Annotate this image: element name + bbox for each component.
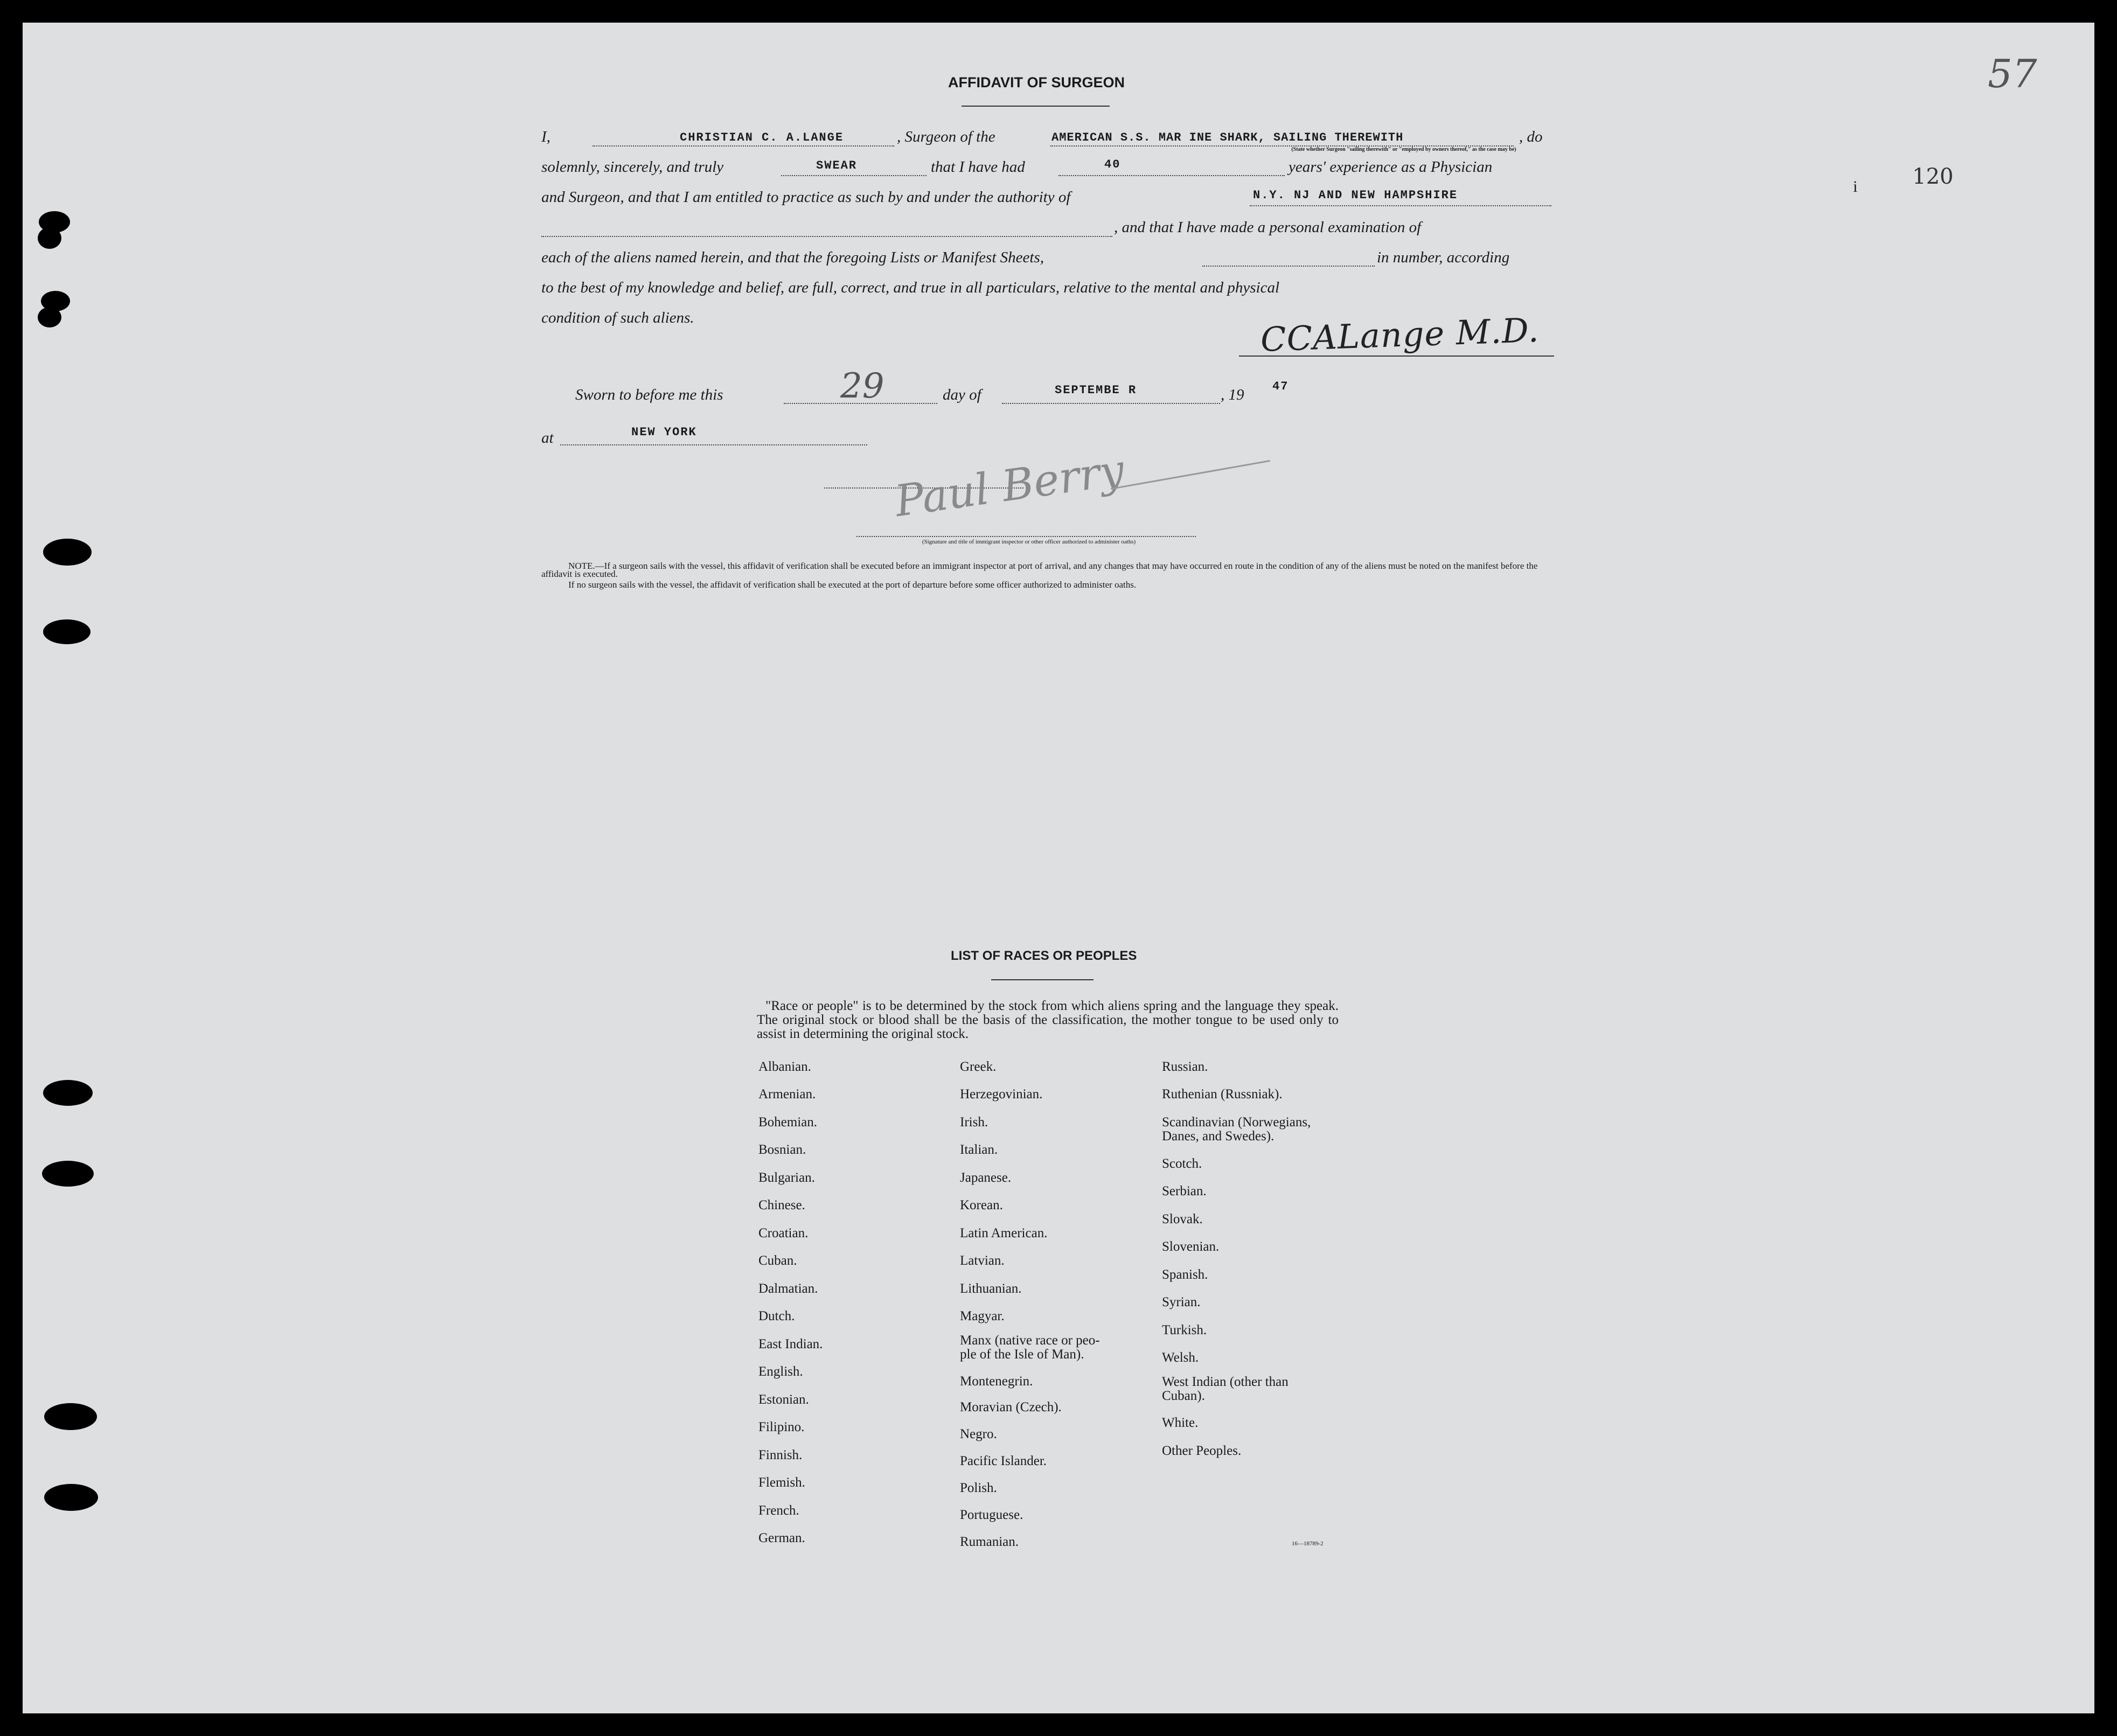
authority-line: [1250, 205, 1551, 206]
race-item: Flemish.: [758, 1475, 805, 1490]
label-surgeon-of-the: , Surgeon of the: [897, 128, 995, 145]
race-item: Greek.: [960, 1059, 997, 1074]
binder-hole: [42, 1161, 94, 1187]
race-item: Syrian.: [1162, 1295, 1201, 1309]
race-item: Scotch.: [1162, 1156, 1202, 1171]
race-item: Ruthenian (Russniak).: [1162, 1087, 1283, 1101]
race-item: Herzegovinian.: [960, 1087, 1043, 1101]
note-2: If no surgeon sails with the vessel, the affidavit of verification shall be executed at the port of departure before some officer authorized to administer oaths.: [568, 580, 1137, 590]
label-day-of: day of: [943, 386, 981, 403]
races-title-rule: [991, 979, 1094, 980]
label-in-number: in number, according: [1377, 249, 1510, 266]
sworn-day: 29: [840, 366, 885, 406]
race-item: East Indian.: [758, 1337, 823, 1351]
oath-word: SWEAR: [816, 159, 858, 172]
race-item: Scandinavian (Norwegians, Danes, and Swedes).: [1162, 1115, 1311, 1144]
race-item: Manx (native race or peo- ple of the Isle of Man).: [960, 1333, 1100, 1362]
sworn-month-line: [1002, 403, 1220, 404]
race-item: Finnish.: [758, 1448, 803, 1462]
label-at: at: [541, 429, 554, 447]
race-item: Rumanian.: [960, 1535, 1019, 1549]
officer-caption: (Signature and title of immigrant inspector or other officer authorized to administer oaths): [922, 539, 1136, 545]
binder-hole: [38, 307, 61, 327]
authority-continuation-line: [541, 236, 1112, 237]
race-item: Serbian.: [1162, 1184, 1207, 1198]
race-item: West Indian (other than Cuban).: [1162, 1375, 1289, 1403]
label-year-prefix: , 19: [1221, 386, 1244, 403]
race-item: English.: [758, 1364, 803, 1379]
race-item: Dutch.: [758, 1309, 795, 1323]
binder-hole: [38, 227, 61, 249]
race-item: Other Peoples.: [1162, 1444, 1242, 1458]
race-item: German.: [758, 1531, 805, 1545]
race-item: Welsh.: [1162, 1350, 1199, 1365]
race-item: Bosnian.: [758, 1142, 806, 1157]
label-best-of-knowledge: to the best of my knowledge and belief, are full, correct, and true in all particulars, relative to the mental and physical: [541, 279, 1280, 296]
race-item: Chinese.: [758, 1198, 805, 1212]
label-i: I,: [541, 128, 551, 145]
officer-signature: Paul Berry: [892, 444, 1127, 527]
surgeon-name-line: [593, 145, 894, 147]
race-item: Latvian.: [960, 1253, 1005, 1268]
label-solemnly: solemnly, sincerely, and truly: [541, 158, 724, 176]
binder-hole: [44, 1403, 97, 1430]
race-item: Negro.: [960, 1427, 997, 1441]
label-personal-exam: , and that I have made a personal examination of: [1114, 219, 1422, 236]
binder-hole: [43, 1080, 93, 1106]
label-sworn: Sworn to before me this: [575, 386, 723, 403]
surgeon-signature: CCALange M.D.: [1259, 310, 1540, 360]
race-item: Armenian.: [758, 1087, 816, 1101]
side-number: 120: [1912, 164, 1954, 189]
races-intro: "Race or people" is to be determined by the stock from which aliens spring and the language they speak. The original stock or blood shall be the basis of the classification, the mother tongue to be used only to assist in determining the original stock.: [757, 999, 1339, 1041]
sworn-month: SEPTEMBE R: [1055, 384, 1137, 397]
race-item: Slovenian.: [1162, 1239, 1220, 1254]
sheet-count-line: [1202, 266, 1375, 267]
race-item: French.: [758, 1503, 799, 1518]
race-item: Slovak.: [1162, 1212, 1203, 1226]
race-item: Japanese.: [960, 1170, 1012, 1185]
document-sheet: [23, 23, 2094, 1713]
label-that-i-have-had: that I have had: [931, 158, 1025, 176]
surgeon-name: CHRISTIAN C. A.LANGE: [680, 131, 844, 144]
race-item: Cuban.: [758, 1253, 797, 1268]
form-number: 16—18789-2: [1292, 1540, 1324, 1547]
race-item: Bohemian.: [758, 1115, 818, 1130]
races-title: LIST OF RACES OR PEOPLES: [951, 949, 1137, 963]
race-item: Spanish.: [1162, 1267, 1208, 1282]
binder-hole: [43, 619, 90, 644]
label-do: , do: [1519, 128, 1543, 145]
race-item: Albanian.: [758, 1059, 811, 1074]
sworn-year: 47: [1272, 380, 1289, 393]
race-item: Irish.: [960, 1115, 988, 1130]
race-item: Latin American.: [960, 1226, 1048, 1240]
vessel-name: AMERICAN S.S. MAR INE SHARK, SAILING THEREWITH: [1051, 131, 1404, 144]
binder-hole: [43, 539, 92, 566]
authority-value: N.Y. NJ AND NEW HAMPSHIRE: [1253, 189, 1458, 202]
years-value: 40: [1104, 158, 1121, 171]
note-1: NOTE.—If a surgeon sails with the vessel, this affidavit of verification shall be executed before an immigrant inspector at port of arrival, and any changes that may have occurred en route in the condition of any of the aliens must be noted on the manifest before the affidavit is executed.: [541, 561, 1538, 579]
title-rule: [962, 106, 1110, 107]
margin-tick: i: [1853, 178, 1858, 196]
race-item: Lithuanian.: [960, 1281, 1022, 1296]
officer-signature-line-2: [856, 536, 1196, 537]
label-condition: condition of such aliens.: [541, 309, 694, 326]
race-item: Russian.: [1162, 1059, 1208, 1074]
race-item: White.: [1162, 1416, 1199, 1430]
race-item: Montenegrin.: [960, 1374, 1033, 1389]
race-item: Polish.: [960, 1481, 997, 1495]
race-item: Croatian.: [758, 1226, 809, 1240]
sworn-place-line: [560, 444, 867, 445]
race-item: Moravian (Czech).: [960, 1400, 1062, 1414]
race-item: Dalmatian.: [758, 1281, 818, 1296]
race-item: Italian.: [960, 1142, 998, 1157]
vessel-footnote: (State whether Surgeon "sailing therewith" or "employed by owners thereof," as the case may be): [1291, 147, 1516, 152]
label-years-experience: years' experience as a Physician: [1289, 158, 1493, 176]
race-item: Korean.: [960, 1198, 1003, 1212]
page-number: 57: [1988, 51, 2037, 96]
label-and-surgeon: and Surgeon, and that I am entitled to practice as such by and under the authority of: [541, 189, 1071, 206]
race-item: Bulgarian.: [758, 1170, 815, 1185]
race-item: Pacific Islander.: [960, 1454, 1047, 1468]
label-each-of-aliens: each of the aliens named herein, and that the foregoing Lists or Manifest Sheets,: [541, 249, 1044, 266]
binder-hole: [44, 1484, 98, 1511]
race-item: Turkish.: [1162, 1323, 1207, 1337]
race-item: Filipino.: [758, 1420, 805, 1434]
race-item: Magyar.: [960, 1309, 1005, 1323]
race-item: Estonian.: [758, 1392, 809, 1407]
years-line: [1058, 175, 1285, 176]
race-item: Portuguese.: [960, 1508, 1023, 1522]
affidavit-title: AFFIDAVIT OF SURGEON: [948, 74, 1125, 90]
sworn-place: NEW YORK: [631, 426, 697, 439]
oath-line: [781, 175, 927, 176]
